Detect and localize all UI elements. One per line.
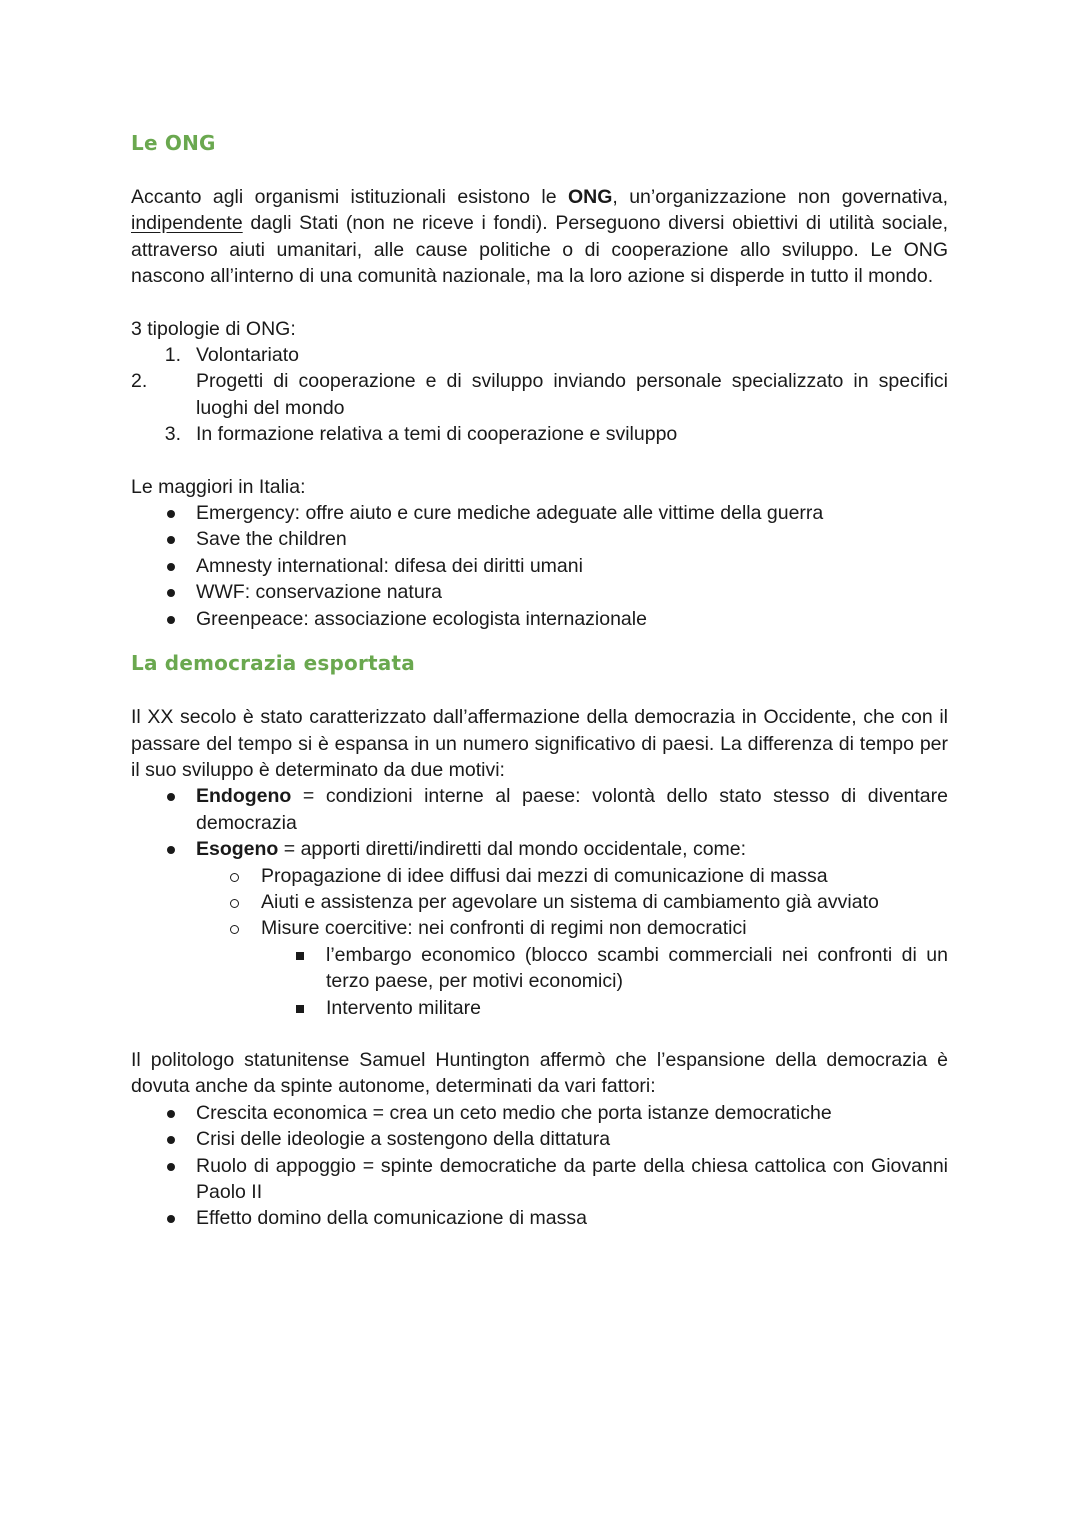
bullet-icon xyxy=(167,1163,175,1171)
bullet-icon xyxy=(167,510,175,518)
numbered-list-item xyxy=(131,368,948,421)
list-item-text: Progetti di cooperazione e di sviluppo inviando personale specializzato in specifici luoghi del mondo xyxy=(196,370,948,419)
list-item-text: Crisi delle ideologie a sostengono della dittatura xyxy=(196,1128,611,1151)
circle-bullet-icon xyxy=(230,925,239,934)
bullet-list-item xyxy=(131,1100,948,1126)
numbered-list-item xyxy=(131,421,948,447)
ong-bold-term: ONG xyxy=(567,186,613,208)
list-item-text: Emergency: offre aiuto e cure mediche adeguate alle vittime della guerra xyxy=(196,502,824,525)
list-item-text: Amnesty international: difesa dei diritti umani xyxy=(196,554,583,577)
list-item-text: Propagazione di idee diffusi dai mezzi di comunicazione di massa xyxy=(261,864,828,887)
list-item-text: WWF: conservazione natura xyxy=(196,581,443,604)
list-number: 3. xyxy=(164,423,181,446)
sub-sub-list-item xyxy=(131,942,948,995)
list-item-text: Volontariato xyxy=(196,344,299,367)
bullet-list-item xyxy=(131,783,948,836)
list-item-text: Greenpeace: associazione ecologista internazionale xyxy=(196,607,647,630)
ong-intro-text: , un’organizzazione non governativa, xyxy=(612,186,948,208)
sub-list-item xyxy=(131,889,948,915)
list-item-text: = condizioni interne al paese: volontà dello stato stesso di diventare democrazia xyxy=(196,785,948,834)
list-item-text: Crescita economica = crea un ceto medio che porta istanze democratiche xyxy=(196,1101,832,1124)
list-item-text: l’embargo economico (blocco scambi commerciali nei confronti di un terzo paese, per motivi economici) xyxy=(326,943,948,993)
ong-intro-text: dagli Stati (non ne riceve i fondi). Perseguono diversi obiettivi di utilità sociale, attraverso aiuti umanitari, alle cause politiche o di cooperazione allo sviluppo. Le ONG nascono all’interno di una comunità nazionale, ma la loro azione si disperde in tutto il mondo. xyxy=(131,212,948,288)
ong-intro-paragraph xyxy=(131,184,948,290)
list-item-text: Ruolo di appoggio = spinte democratiche da parte della chiesa cattolica con Giovanni Paolo II xyxy=(196,1154,948,1203)
bullet-icon xyxy=(167,563,175,571)
bullet-list-item xyxy=(131,606,948,632)
list-item-text: Intervento militare xyxy=(326,996,481,1019)
ong-intro-text: Accanto agli organismi istituzionali esistono le xyxy=(131,186,568,208)
sub-list-item xyxy=(131,915,948,941)
list-item-text: Save the children xyxy=(196,528,347,551)
bullet-icon xyxy=(167,1136,175,1144)
circle-bullet-icon xyxy=(230,899,239,908)
bullet-list-item xyxy=(131,526,948,552)
section-title-democrazia: La democrazia esportata xyxy=(131,651,415,676)
ong-types-heading: 3 tipologie di ONG: xyxy=(131,317,296,340)
endogeno-term: Endogeno xyxy=(196,785,292,808)
bullet-list-item xyxy=(131,836,948,862)
bullet-icon xyxy=(167,589,175,597)
square-bullet-icon xyxy=(296,1005,304,1013)
ong-underlined-term: indipendente xyxy=(131,212,243,235)
bullet-list-item xyxy=(131,553,948,579)
huntington-paragraph: Il politologo statunitense Samuel Huntington affermò che l’espansione della democrazia è dovuta anche da spinte autonome, determinati da vari fattori: xyxy=(131,1048,948,1098)
document-content xyxy=(131,128,948,1232)
factors-list xyxy=(131,1100,948,1232)
bullet-icon xyxy=(167,536,175,544)
bullet-icon xyxy=(167,1110,175,1118)
list-item-text: Misure coercitive: nei confronti di regimi non democratici xyxy=(261,917,747,940)
list-number: 2. xyxy=(131,370,148,393)
circle-bullet-icon xyxy=(230,873,239,882)
bullet-icon xyxy=(167,1215,175,1223)
ong-types-list xyxy=(131,342,948,448)
bullet-list-item xyxy=(131,500,948,526)
section-title-ong: Le ONG xyxy=(131,131,216,155)
ong-major-heading: Le maggiori in Italia: xyxy=(131,475,306,498)
esogeno-term: Esogeno xyxy=(196,838,279,861)
ong-major-list xyxy=(131,500,948,632)
numbered-list-item xyxy=(131,342,948,368)
democrazia-intro-paragraph: Il XX secolo è stato caratterizzato dall’affermazione della democrazia in Occidente, che con il passare del tempo si è espansa in un numero significativo di paesi. La differenza di tempo per il suo sviluppo è determinato da due motivi: xyxy=(131,706,948,781)
list-item-text: Effetto domino della comunicazione di massa xyxy=(196,1207,587,1230)
bullet-list-item xyxy=(131,1153,948,1206)
sub-list-item xyxy=(131,863,948,889)
list-item-text: Aiuti e assistenza per agevolare un sistema di cambiamento già avviato xyxy=(261,890,879,913)
bullet-list-item xyxy=(131,1205,948,1231)
sub-sub-list-item xyxy=(131,995,948,1021)
list-number: 1. xyxy=(164,344,181,367)
list-item-text: = apporti diretti/indiretti dal mondo occidentale, come: xyxy=(278,838,747,861)
bullet-list-item xyxy=(131,579,948,605)
bullet-icon xyxy=(167,616,175,624)
bullet-icon xyxy=(167,793,175,801)
bullet-icon xyxy=(167,846,175,854)
motivi-list xyxy=(131,783,948,1021)
square-bullet-icon xyxy=(296,952,304,960)
bullet-list-item xyxy=(131,1126,948,1152)
list-item-text: In formazione relativa a temi di cooperazione e sviluppo xyxy=(196,423,678,446)
